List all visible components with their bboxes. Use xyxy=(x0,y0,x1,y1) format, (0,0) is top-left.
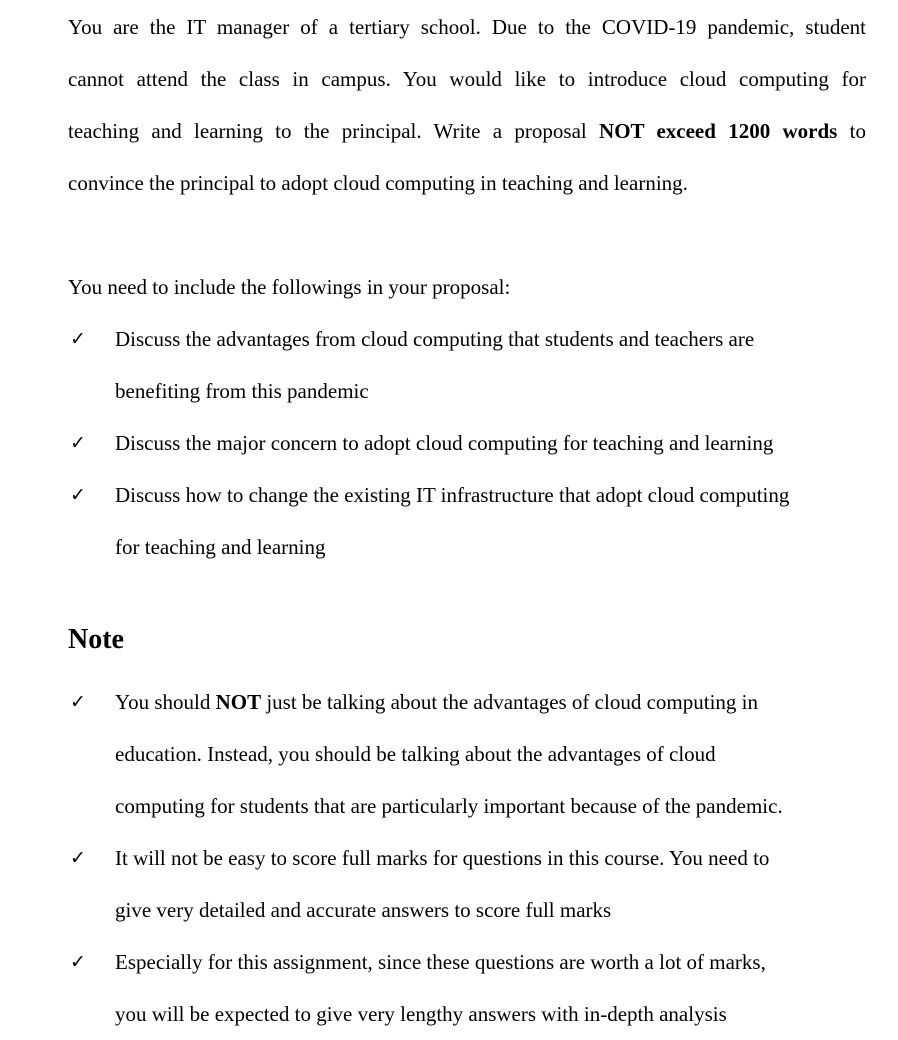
intro-line xyxy=(68,105,866,157)
note-text: You should xyxy=(115,690,216,714)
list-item-line: you will be expected to give very lengthy answers with in-depth analysis xyxy=(115,1002,727,1026)
list-item-line: Discuss the advantages from cloud computing that students and teachers are xyxy=(115,327,755,351)
list-item-line xyxy=(115,676,868,728)
list-item xyxy=(68,832,868,936)
list-item-line: It will not be easy to score full marks for questions in this course. You need to xyxy=(115,846,770,870)
list-item-line: benefiting from this pandemic xyxy=(115,379,369,403)
requirements-lead-text: You need to include the followings in your proposal: xyxy=(68,275,511,299)
word-limit-emphasis: NOT exceed 1200 words xyxy=(599,119,838,143)
list-item xyxy=(68,417,868,469)
check-icon: ✓ xyxy=(70,432,86,454)
note-heading: Note xyxy=(68,624,124,655)
list-item xyxy=(68,469,868,573)
note-list xyxy=(68,676,868,1040)
list-item-line: computing for students that are particularly important because of the pandemic. xyxy=(115,794,783,818)
list-item-line: education. Instead, you should be talking about the advantages of cloud xyxy=(115,742,716,766)
list-item xyxy=(68,313,868,417)
requirements-list xyxy=(68,313,868,573)
note-text: just be talking about the advantages of cloud computing in xyxy=(261,690,758,714)
check-icon: ✓ xyxy=(70,328,86,350)
intro-line: cannot attend the class in campus. You would like to introduce cloud computing for xyxy=(68,67,866,91)
list-item xyxy=(68,676,868,832)
check-icon: ✓ xyxy=(70,951,86,973)
check-icon: ✓ xyxy=(70,691,86,713)
assignment-intro-paragraph xyxy=(68,1,866,209)
list-item-line: Discuss how to change the existing IT infrastructure that adopt cloud computing xyxy=(115,483,790,507)
list-item xyxy=(68,936,868,1040)
intro-line: convince the principal to adopt cloud computing in teaching and learning. xyxy=(68,171,688,195)
list-item-line: give very detailed and accurate answers to score full marks xyxy=(115,898,612,922)
intro-text: teaching and learning to the principal. Write a proposal xyxy=(68,119,600,143)
not-emphasis: NOT xyxy=(215,690,262,714)
list-item-line: Discuss the major concern to adopt cloud computing for teaching and learning xyxy=(115,431,774,455)
requirements-lead xyxy=(68,261,866,313)
list-item-line: for teaching and learning xyxy=(115,535,326,559)
check-icon: ✓ xyxy=(70,484,86,506)
intro-text: to xyxy=(837,119,866,143)
check-icon: ✓ xyxy=(70,847,86,869)
intro-line: You are the IT manager of a tertiary school. Due to the COVID-19 pandemic, student xyxy=(68,15,866,39)
list-item-line: Especially for this assignment, since these questions are worth a lot of marks, xyxy=(115,950,766,974)
